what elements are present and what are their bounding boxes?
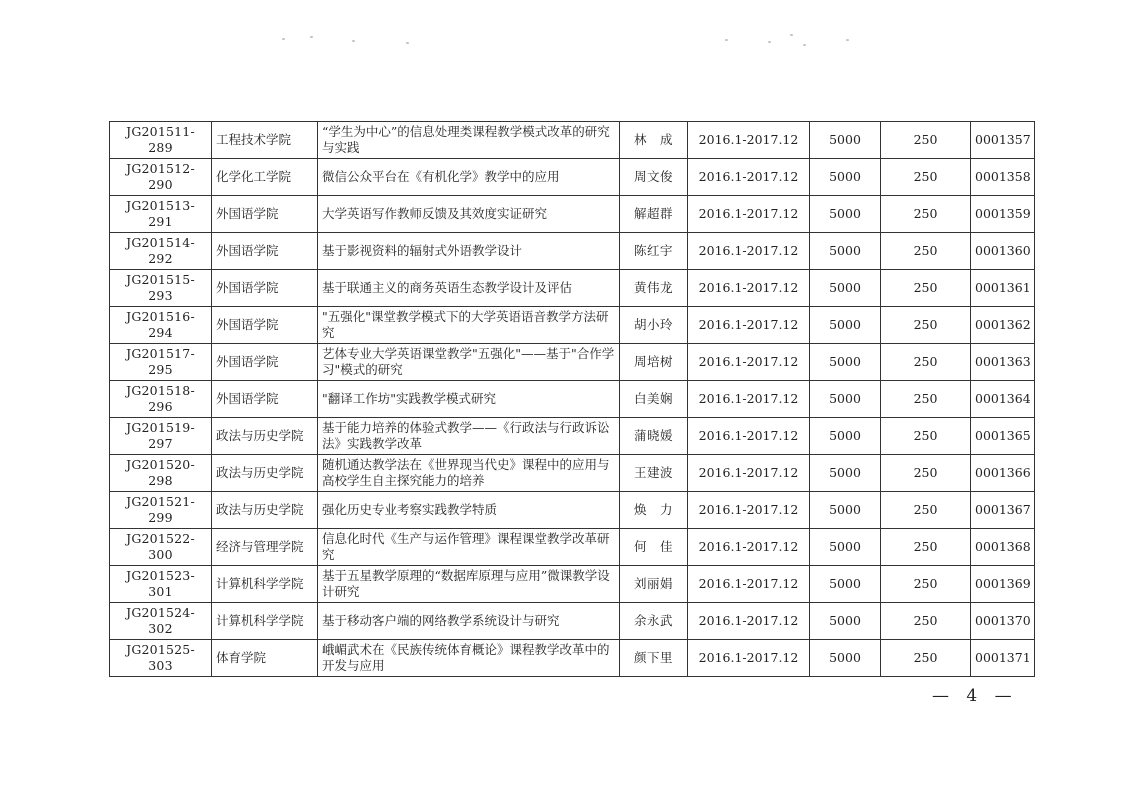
college-cell: 体育学院 [212,640,318,677]
project-title-cell: 艺体专业大学英语课堂教学"五强化"——基于"合作学习"模式的研究 [318,344,620,381]
support-funding-cell: 250 [881,196,971,233]
project-period-cell: 2016.1-2017.12 [688,122,810,159]
support-funding-cell: 250 [881,307,971,344]
project-id-cell: JG201517-295 [110,344,212,381]
project-period-cell: 2016.1-2017.12 [688,603,810,640]
college-cell: 外国语学院 [212,344,318,381]
table-row [110,270,1035,307]
table-row [110,640,1035,677]
table-row [110,529,1035,566]
project-id-cell: JG201515-293 [110,270,212,307]
project-period-cell: 2016.1-2017.12 [688,381,810,418]
project-id-cell: JG201518-296 [110,381,212,418]
funding-cell: 5000 [810,196,881,233]
college-cell: 计算机科学学院 [212,566,318,603]
college-cell: 外国语学院 [212,196,318,233]
project-id-cell: JG201524-302 [110,603,212,640]
project-period-cell: 2016.1-2017.12 [688,455,810,492]
project-code-cell: 0001368 [971,529,1035,566]
table-row [110,159,1035,196]
project-period-cell: 2016.1-2017.12 [688,159,810,196]
project-id-cell: JG201520-298 [110,455,212,492]
funding-cell: 5000 [810,122,881,159]
grant-projects-table [109,121,1035,677]
funding-cell: 5000 [810,381,881,418]
college-cell: 政法与历史学院 [212,492,318,529]
college-cell: 外国语学院 [212,307,318,344]
project-period-cell: 2016.1-2017.12 [688,566,810,603]
project-code-cell: 0001367 [971,492,1035,529]
table-row [110,566,1035,603]
project-leader-cell: 胡小玲 [620,307,688,344]
project-title-cell: 信息化时代《生产与运作管理》课程课堂教学改革研究 [318,529,620,566]
project-leader-cell: 颜下里 [620,640,688,677]
project-leader-cell: 王建波 [620,455,688,492]
funding-cell: 5000 [810,455,881,492]
support-funding-cell: 250 [881,455,971,492]
project-code-cell: 0001370 [971,603,1035,640]
support-funding-cell: 250 [881,603,971,640]
page-number: — 4 — [932,686,1018,706]
project-id-cell: JG201514-292 [110,233,212,270]
project-leader-cell: 刘丽娟 [620,566,688,603]
table-row [110,344,1035,381]
college-cell: 外国语学院 [212,381,318,418]
table-body [110,122,1035,677]
project-code-cell: 0001371 [971,640,1035,677]
funding-cell: 5000 [810,418,881,455]
project-title-cell: 随机通达教学法在《世界现当代史》课程中的应用与高校学生自主探究能力的培养 [318,455,620,492]
project-leader-cell: 焕 力 [620,492,688,529]
funding-cell: 5000 [810,233,881,270]
funding-cell: 5000 [810,566,881,603]
support-funding-cell: 250 [881,418,971,455]
project-leader-cell: 白美娴 [620,381,688,418]
project-id-cell: JG201519-297 [110,418,212,455]
project-period-cell: 2016.1-2017.12 [688,233,810,270]
table-row [110,418,1035,455]
project-code-cell: 0001369 [971,566,1035,603]
project-title-cell: “学生为中心”的信息处理类课程教学模式改革的研究与实践 [318,122,620,159]
funding-cell: 5000 [810,344,881,381]
project-id-cell: JG201511-289 [110,122,212,159]
project-code-cell: 0001364 [971,381,1035,418]
project-leader-cell: 周培树 [620,344,688,381]
table-row [110,603,1035,640]
project-code-cell: 0001365 [971,418,1035,455]
support-funding-cell: 250 [881,566,971,603]
college-cell: 计算机科学学院 [212,603,318,640]
project-period-cell: 2016.1-2017.12 [688,344,810,381]
support-funding-cell: 250 [881,492,971,529]
project-title-cell: 基于联通主义的商务英语生态教学设计及评估 [318,270,620,307]
project-id-cell: JG201525-303 [110,640,212,677]
college-cell: 政法与历史学院 [212,455,318,492]
project-period-cell: 2016.1-2017.12 [688,492,810,529]
college-cell: 化学化工学院 [212,159,318,196]
project-leader-cell: 解超群 [620,196,688,233]
funding-cell: 5000 [810,640,881,677]
table-row [110,122,1035,159]
project-period-cell: 2016.1-2017.12 [688,640,810,677]
project-id-cell: JG201523-301 [110,566,212,603]
project-code-cell: 0001358 [971,159,1035,196]
project-leader-cell: 蒲晓媛 [620,418,688,455]
project-title-cell: 基于影视资料的辐射式外语教学设计 [318,233,620,270]
project-period-cell: 2016.1-2017.12 [688,529,810,566]
project-period-cell: 2016.1-2017.12 [688,196,810,233]
scan-artifacts [0,18,1121,58]
funding-cell: 5000 [810,529,881,566]
college-cell: 外国语学院 [212,270,318,307]
project-code-cell: 0001362 [971,307,1035,344]
college-cell: 经济与管理学院 [212,529,318,566]
project-title-cell: 峨嵋武术在《民族传统体育概论》课程教学改革中的开发与应用 [318,640,620,677]
project-leader-cell: 林 成 [620,122,688,159]
support-funding-cell: 250 [881,159,971,196]
project-period-cell: 2016.1-2017.12 [688,418,810,455]
project-title-cell: "翻译工作坊"实践教学模式研究 [318,381,620,418]
project-title-cell: 大学英语写作教师反馈及其效度实证研究 [318,196,620,233]
support-funding-cell: 250 [881,233,971,270]
support-funding-cell: 250 [881,122,971,159]
project-id-cell: JG201513-291 [110,196,212,233]
table-row [110,455,1035,492]
project-title-cell: 微信公众平台在《有机化学》教学中的应用 [318,159,620,196]
support-funding-cell: 250 [881,344,971,381]
project-code-cell: 0001361 [971,270,1035,307]
project-id-cell: JG201512-290 [110,159,212,196]
project-id-cell: JG201522-300 [110,529,212,566]
college-cell: 政法与历史学院 [212,418,318,455]
project-leader-cell: 余永武 [620,603,688,640]
support-funding-cell: 250 [881,640,971,677]
project-id-cell: JG201521-299 [110,492,212,529]
project-code-cell: 0001363 [971,344,1035,381]
project-title-cell: 基于移动客户端的网络教学系统设计与研究 [318,603,620,640]
support-funding-cell: 250 [881,270,971,307]
project-code-cell: 0001366 [971,455,1035,492]
project-title-cell: 强化历史专业考察实践教学特质 [318,492,620,529]
funding-cell: 5000 [810,270,881,307]
funding-cell: 5000 [810,492,881,529]
project-code-cell: 0001357 [971,122,1035,159]
support-funding-cell: 250 [881,529,971,566]
funding-cell: 5000 [810,307,881,344]
project-code-cell: 0001359 [971,196,1035,233]
college-cell: 外国语学院 [212,233,318,270]
funding-cell: 5000 [810,159,881,196]
project-leader-cell: 何 佳 [620,529,688,566]
project-leader-cell: 黄伟龙 [620,270,688,307]
project-period-cell: 2016.1-2017.12 [688,270,810,307]
support-funding-cell: 250 [881,381,971,418]
table-row [110,381,1035,418]
project-period-cell: 2016.1-2017.12 [688,307,810,344]
project-title-cell: "五强化"课堂教学模式下的大学英语语音教学方法研究 [318,307,620,344]
table-row [110,196,1035,233]
table-row [110,307,1035,344]
project-leader-cell: 陈红宇 [620,233,688,270]
college-cell: 工程技术学院 [212,122,318,159]
funding-cell: 5000 [810,603,881,640]
table-row [110,233,1035,270]
project-title-cell: 基于能力培养的体验式教学——《行政法与行政诉讼法》实践教学改革 [318,418,620,455]
table-row [110,492,1035,529]
project-leader-cell: 周文俊 [620,159,688,196]
project-title-cell: 基于五星教学原理的“数据库原理与应用”微课教学设计研究 [318,566,620,603]
project-id-cell: JG201516-294 [110,307,212,344]
project-code-cell: 0001360 [971,233,1035,270]
